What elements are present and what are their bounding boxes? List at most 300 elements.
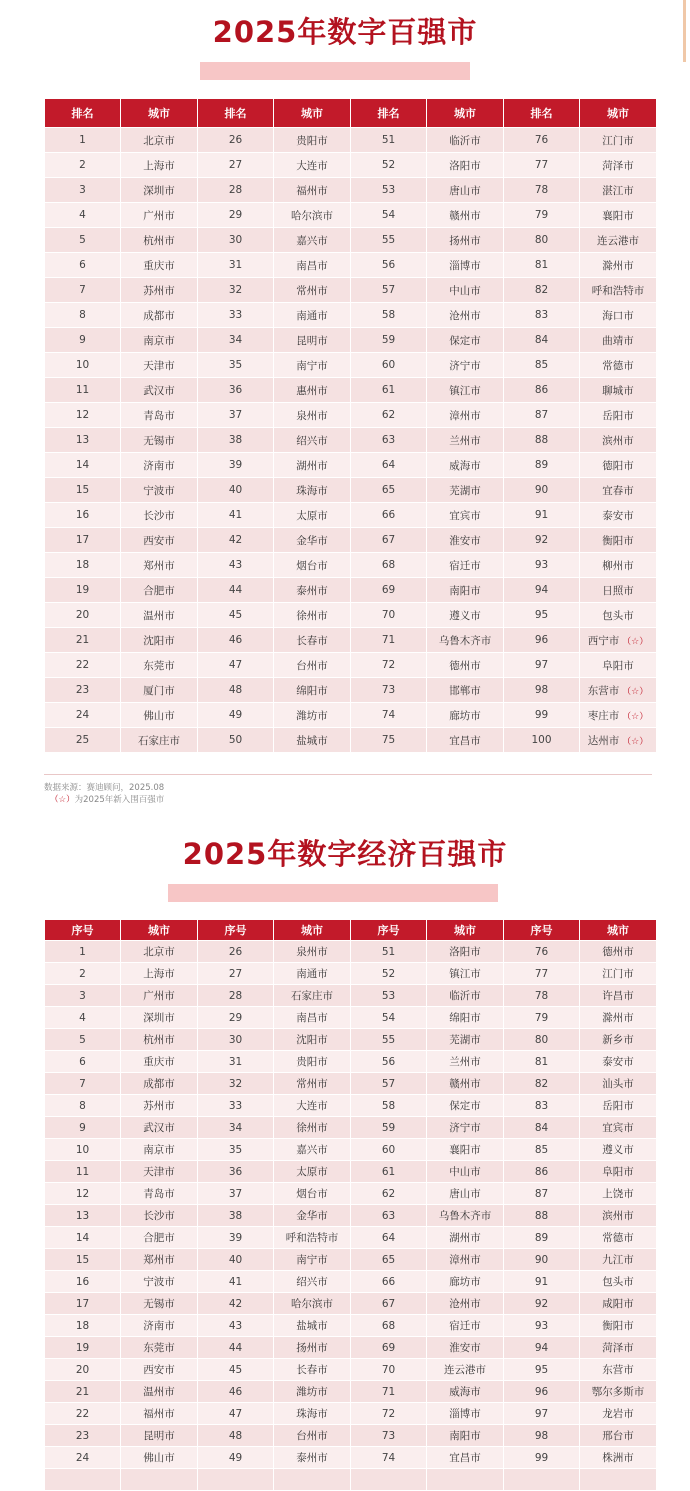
city-cell: 邯郸市: [427, 678, 503, 702]
rank-cell: 1: [45, 941, 120, 962]
city-cell: 厦门市: [121, 678, 197, 702]
rank-cell: 53: [351, 985, 426, 1006]
rank-cell: 36: [198, 378, 273, 402]
rank-cell: 95: [504, 603, 579, 627]
rank-cell: 66: [351, 503, 426, 527]
city-cell: 廊坊市: [427, 703, 503, 727]
city-cell: 济南市: [121, 453, 197, 477]
city-cell: 佛山市: [121, 1447, 197, 1468]
rank-cell: 55: [351, 228, 426, 252]
city-cell: 石家庄市: [121, 728, 197, 752]
city-cell: 湛江市: [580, 178, 656, 202]
rank-cell: 87: [504, 1183, 579, 1204]
rank-cell: 3: [45, 178, 120, 202]
rank-cell: 30: [198, 228, 273, 252]
table-row: [45, 985, 656, 1006]
city-cell: 南昌市: [274, 1007, 350, 1028]
city-cell: 北京市: [121, 941, 197, 962]
rank-cell: 7: [45, 1073, 120, 1094]
rank-cell: 32: [198, 1073, 273, 1094]
rank-cell: 81: [504, 253, 579, 277]
table-row: [45, 1029, 656, 1050]
rank-cell: 86: [504, 1161, 579, 1182]
rank-cell: 94: [504, 1337, 579, 1358]
rank-cell: 64: [351, 453, 426, 477]
city-cell: 咸阳市: [580, 1293, 656, 1314]
rank-cell: 27: [198, 963, 273, 984]
rank-cell: 100: [504, 728, 579, 752]
city-cell: 长沙市: [121, 1205, 197, 1226]
city-cell: 合肥市: [121, 1227, 197, 1248]
city-cell: 聊城市: [580, 378, 656, 402]
city-cell: 镇江市: [427, 378, 503, 402]
city-cell: 南阳市: [427, 578, 503, 602]
rank-cell: 97: [504, 653, 579, 677]
rank-cell: 63: [351, 428, 426, 452]
city-cell: 青岛市: [121, 1183, 197, 1204]
city-cell: 乌鲁木齐市: [427, 1205, 503, 1226]
rank-cell: 51: [351, 941, 426, 962]
rank-cell: 48: [198, 678, 273, 702]
table-row: [45, 1249, 656, 1270]
table-row: [45, 941, 656, 962]
city-cell: 北京市: [121, 128, 197, 152]
city-cell: 南宁市: [274, 1249, 350, 1270]
rank-cell: 4: [45, 203, 120, 227]
city-cell: 呼和浩特市: [274, 1227, 350, 1248]
rank-cell: 3: [45, 985, 120, 1006]
city-cell: 泰安市: [580, 503, 656, 527]
rank-cell: 67: [351, 528, 426, 552]
table-row: [45, 728, 656, 752]
city-cell: 福州市: [121, 1403, 197, 1424]
table-row: [45, 963, 656, 984]
city-cell: 岳阳市: [580, 403, 656, 427]
rank-cell: 19: [45, 578, 120, 602]
city-cell: 湖州市: [427, 1227, 503, 1248]
city-cell: 泉州市: [274, 403, 350, 427]
table-row: [45, 228, 656, 252]
rank-cell: 58: [351, 303, 426, 327]
new-entry-mark: （☆）: [619, 636, 649, 647]
city-cell: 沈阳市: [274, 1029, 350, 1050]
city-cell: 保定市: [427, 1095, 503, 1116]
rank-cell: 83: [504, 303, 579, 327]
city-cell: 成都市: [121, 1073, 197, 1094]
rank-cell: 97: [504, 1403, 579, 1424]
rank-cell: 30: [198, 1029, 273, 1050]
rank-cell: 15: [45, 478, 120, 502]
city-cell: 常德市: [580, 353, 656, 377]
city-cell: 潍坊市: [274, 1381, 350, 1402]
city-cell: 曲靖市: [580, 328, 656, 352]
rank-cell: 28: [198, 178, 273, 202]
city-cell: 苏州市: [121, 1095, 197, 1116]
rank-cell: 70: [351, 1359, 426, 1380]
city-cell: 沈阳市: [121, 628, 197, 652]
rank-cell: 44: [198, 1337, 273, 1358]
city-cell: 漳州市: [427, 1249, 503, 1270]
rank-cell: 54: [351, 203, 426, 227]
table-row: [45, 1469, 656, 1490]
rank-cell: 77: [504, 963, 579, 984]
rank-cell: 56: [351, 253, 426, 277]
rank-cell: 46: [198, 1381, 273, 1402]
rank-cell: 26: [198, 941, 273, 962]
table-row: [45, 428, 656, 452]
column-header-rank: 排名: [351, 99, 426, 127]
city-cell: 昆明市: [121, 1425, 197, 1446]
new-entry-mark: （☆）: [619, 686, 649, 697]
rank-cell: 47: [198, 653, 273, 677]
rank-cell: 82: [504, 278, 579, 302]
city-cell: 哈尔滨市: [274, 1293, 350, 1314]
city-cell: 赣州市: [427, 1073, 503, 1094]
rank-cell: 12: [45, 403, 120, 427]
city-cell: 东莞市: [121, 653, 197, 677]
city-cell: 西安市: [121, 528, 197, 552]
city-cell: 绍兴市: [274, 1271, 350, 1292]
rank-cell: 79: [504, 1007, 579, 1028]
rank-cell: 94: [504, 578, 579, 602]
rank-cell: 84: [504, 1117, 579, 1138]
city-cell: 芜湖市: [427, 1029, 503, 1050]
city-cell: 宁波市: [121, 1271, 197, 1292]
rank-cell: 7: [45, 278, 120, 302]
rank-cell: 83: [504, 1095, 579, 1116]
city-cell: 宜昌市: [427, 728, 503, 752]
rank-cell: 28: [198, 985, 273, 1006]
table-row: [45, 378, 656, 402]
rank-cell: 70: [351, 603, 426, 627]
city-cell: 青岛市: [121, 403, 197, 427]
table-header-row: [45, 99, 656, 127]
rank-cell: 48: [198, 1425, 273, 1446]
city-cell: 沧州市: [427, 303, 503, 327]
table-row: [45, 1425, 656, 1446]
city-cell: 遵义市: [580, 1139, 656, 1160]
rank-cell: 59: [351, 1117, 426, 1138]
rank-cell: 60: [351, 1139, 426, 1160]
city-cell: 滁州市: [580, 1007, 656, 1028]
city-cell: 重庆市: [121, 253, 197, 277]
rank-cell: 16: [45, 503, 120, 527]
city-cell: 九江市: [580, 1249, 656, 1270]
city-cell: 昆明市: [274, 328, 350, 352]
table-row: [45, 1381, 656, 1402]
table-row: [45, 1117, 656, 1138]
rank-cell: 46: [198, 628, 273, 652]
rank-cell: 77: [504, 153, 579, 177]
rank-cell: 71: [351, 628, 426, 652]
city-cell: 大连市: [274, 1095, 350, 1116]
city-cell: 海口市: [580, 303, 656, 327]
city-cell: 沧州市: [427, 1293, 503, 1314]
table-row: [45, 403, 656, 427]
table-row: [45, 1073, 656, 1094]
city-cell: 滨州市: [580, 428, 656, 452]
city-cell: 泰州市: [274, 578, 350, 602]
city-cell: 福州市: [274, 178, 350, 202]
city-cell: 柳州市: [580, 553, 656, 577]
rank-cell: 43: [198, 1315, 273, 1336]
city-cell: 连云港市: [427, 1359, 503, 1380]
rank-cell: 60: [351, 353, 426, 377]
rank-cell: 42: [198, 528, 273, 552]
rank-cell: 75: [351, 728, 426, 752]
rank-cell: 66: [351, 1271, 426, 1292]
rank-cell: 49: [198, 1447, 273, 1468]
city-cell: 徐州市: [274, 1117, 350, 1138]
city-cell: 石家庄市: [274, 985, 350, 1006]
city-cell: [121, 1469, 197, 1490]
city-cell: 长沙市: [121, 503, 197, 527]
table-row: [45, 528, 656, 552]
city-cell: 岳阳市: [580, 1095, 656, 1116]
rank-cell: 45: [198, 603, 273, 627]
city-cell: 菏泽市: [580, 153, 656, 177]
rank-cell: 13: [45, 428, 120, 452]
city-cell: 天津市: [121, 353, 197, 377]
digital-top100-table: [44, 98, 657, 753]
city-cell: 温州市: [121, 603, 197, 627]
city-cell: 淄博市: [427, 1403, 503, 1424]
city-cell: 长春市: [274, 1359, 350, 1380]
city-cell: 宜昌市: [427, 1447, 503, 1468]
column-header-city: 城市: [274, 99, 350, 127]
rank-cell: 78: [504, 178, 579, 202]
footnote-text: 为2025年新入围百强市: [74, 795, 165, 805]
city-cell: 台州市: [274, 1425, 350, 1446]
rank-cell: 35: [198, 353, 273, 377]
rank-cell: 71: [351, 1381, 426, 1402]
table-row: [45, 703, 656, 727]
rank-cell: 33: [198, 1095, 273, 1116]
city-cell: 衡阳市: [580, 1315, 656, 1336]
table-row: [45, 278, 656, 302]
table-row: [45, 303, 656, 327]
new-entry-mark: （☆）: [50, 795, 75, 805]
city-cell: 潍坊市: [274, 703, 350, 727]
rank-cell: 29: [198, 1007, 273, 1028]
source-note: 数据来源：赛迪顾问，2025.08: [44, 783, 165, 793]
rank-cell: 89: [504, 453, 579, 477]
table-row: [45, 453, 656, 477]
rank-cell: 20: [45, 1359, 120, 1380]
city-cell: 烟台市: [274, 553, 350, 577]
city-cell: 阜阳市: [580, 1161, 656, 1182]
rank-cell: 68: [351, 1315, 426, 1336]
city-cell: 苏州市: [121, 278, 197, 302]
table-row: [45, 353, 656, 377]
city-cell: 成都市: [121, 303, 197, 327]
rank-cell: 64: [351, 1227, 426, 1248]
table-row: [45, 1007, 656, 1028]
rank-cell: 39: [198, 453, 273, 477]
rank-cell: 44: [198, 578, 273, 602]
rank-cell: 99: [504, 1447, 579, 1468]
rank-cell: 72: [351, 1403, 426, 1424]
table-row: [45, 1447, 656, 1468]
rank-cell: 95: [504, 1359, 579, 1380]
rank-cell: 24: [45, 703, 120, 727]
rank-cell: 85: [504, 1139, 579, 1160]
city-cell: 哈尔滨市: [274, 203, 350, 227]
rank-cell: 61: [351, 378, 426, 402]
city-cell: 菏泽市: [580, 1337, 656, 1358]
rank-cell: 38: [198, 1205, 273, 1226]
city-cell: 新乡市: [580, 1029, 656, 1050]
city-cell: 洛阳市: [427, 941, 503, 962]
rank-cell: 2: [45, 153, 120, 177]
rank-cell: 38: [198, 428, 273, 452]
column-header-city: 城市: [121, 99, 197, 127]
city-cell: 扬州市: [274, 1337, 350, 1358]
city-cell: 贵阳市: [274, 1051, 350, 1072]
city-cell: 佛山市: [121, 703, 197, 727]
city-cell: 盐城市: [274, 728, 350, 752]
city-cell: 台州市: [274, 653, 350, 677]
rank-cell: 32: [198, 278, 273, 302]
city-cell: 深圳市: [121, 1007, 197, 1028]
table-header-row: [45, 920, 656, 940]
city-cell: 唐山市: [427, 1183, 503, 1204]
city-cell: 杭州市: [121, 1029, 197, 1050]
rank-cell: 21: [45, 628, 120, 652]
rank-cell: 17: [45, 528, 120, 552]
table-row: [45, 1359, 656, 1380]
table-row: [45, 128, 656, 152]
rank-cell: 73: [351, 678, 426, 702]
city-cell: [580, 1469, 656, 1490]
rank-cell: 35: [198, 1139, 273, 1160]
table-row: [45, 578, 656, 602]
rank-cell: 93: [504, 553, 579, 577]
rank-cell: 79: [504, 203, 579, 227]
city-cell: 南通市: [274, 303, 350, 327]
city-cell: 南京市: [121, 328, 197, 352]
city-cell: 嘉兴市: [274, 1139, 350, 1160]
new-entry-mark: （☆）: [619, 711, 649, 722]
rank-cell: 88: [504, 1205, 579, 1226]
rank-cell: 55: [351, 1029, 426, 1050]
city-cell: 无锡市: [121, 1293, 197, 1314]
city-cell: 珠海市: [274, 478, 350, 502]
rank-cell: 2: [45, 963, 120, 984]
rank-cell: 78: [504, 985, 579, 1006]
city-cell: 东莞市: [121, 1337, 197, 1358]
city-cell: 烟台市: [274, 1183, 350, 1204]
rank-cell: 63: [351, 1205, 426, 1226]
city-cell: 淮安市: [427, 528, 503, 552]
rank-cell: 43: [198, 553, 273, 577]
rank-cell: 69: [351, 578, 426, 602]
rank-cell: 13: [45, 1205, 120, 1226]
column-header-city: 城市: [427, 920, 503, 940]
city-cell: 常州市: [274, 278, 350, 302]
table-row: [45, 1205, 656, 1226]
rank-cell: 29: [198, 203, 273, 227]
footnote: [50, 794, 164, 806]
city-cell: 上海市: [121, 963, 197, 984]
rank-cell: 10: [45, 353, 120, 377]
city-cell: 温州市: [121, 1381, 197, 1402]
city-cell: 绵阳市: [427, 1007, 503, 1028]
city-cell: 唐山市: [427, 178, 503, 202]
rank-cell: 96: [504, 1381, 579, 1402]
rank-cell: 14: [45, 453, 120, 477]
city-cell: 襄阳市: [580, 203, 656, 227]
city-cell: 汕头市: [580, 1073, 656, 1094]
table-row: [45, 503, 656, 527]
city-cell: 绵阳市: [274, 678, 350, 702]
city-cell: 贵阳市: [274, 128, 350, 152]
rank-cell: 53: [351, 178, 426, 202]
rank-cell: 24: [45, 1447, 120, 1468]
city-cell: 杭州市: [121, 228, 197, 252]
rank-cell: 9: [45, 328, 120, 352]
city-cell: 扬州市: [427, 228, 503, 252]
city-cell: 连云港市: [580, 228, 656, 252]
city-cell: 兰州市: [427, 1051, 503, 1072]
city-cell: 郑州市: [121, 1249, 197, 1270]
city-cell: 临沂市: [427, 985, 503, 1006]
rank-cell: 31: [198, 253, 273, 277]
rank-cell: 99: [504, 703, 579, 727]
rank-cell: 98: [504, 1425, 579, 1446]
rank-cell: 68: [351, 553, 426, 577]
table-row: [45, 1293, 656, 1314]
rank-cell: 69: [351, 1337, 426, 1358]
rank-cell: 34: [198, 328, 273, 352]
rank-cell: 6: [45, 253, 120, 277]
city-cell: 包头市: [580, 1271, 656, 1292]
table-row: [45, 178, 656, 202]
rank-cell: 18: [45, 1315, 120, 1336]
city-cell: 宜宾市: [427, 503, 503, 527]
rank-cell: 45: [198, 1359, 273, 1380]
rank-cell: 12: [45, 1183, 120, 1204]
rank-cell: 88: [504, 428, 579, 452]
rank-cell: 37: [198, 403, 273, 427]
table-row: [45, 203, 656, 227]
rank-cell: 59: [351, 328, 426, 352]
city-cell: 盐城市: [274, 1315, 350, 1336]
city-cell: 西宁市 （☆）: [580, 628, 656, 652]
column-header-rank: 序号: [351, 920, 426, 940]
rank-cell: 36: [198, 1161, 273, 1182]
column-header-rank: 排名: [45, 99, 120, 127]
rank-cell: 86: [504, 378, 579, 402]
city-cell: 洛阳市: [427, 153, 503, 177]
city-cell: 徐州市: [274, 603, 350, 627]
table-row: [45, 1271, 656, 1292]
city-cell: 鄂尔多斯市: [580, 1381, 656, 1402]
column-header-rank: 排名: [198, 99, 273, 127]
rank-cell: 57: [351, 1073, 426, 1094]
city-cell: 滨州市: [580, 1205, 656, 1226]
rank-cell: 42: [198, 1293, 273, 1314]
rank-cell: 62: [351, 403, 426, 427]
rank-cell: 74: [351, 1447, 426, 1468]
rank-cell: 5: [45, 228, 120, 252]
rank-cell: 72: [351, 653, 426, 677]
rank-cell: 58: [351, 1095, 426, 1116]
city-cell: 济宁市: [427, 353, 503, 377]
city-cell: 东营市 （☆）: [580, 678, 656, 702]
city-cell: 中山市: [427, 278, 503, 302]
rank-cell: 1: [45, 128, 120, 152]
